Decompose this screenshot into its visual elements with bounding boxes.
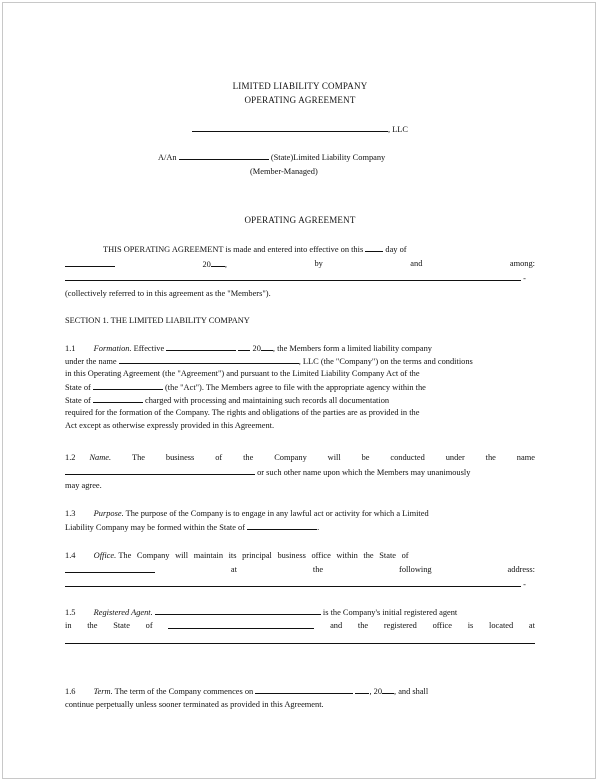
s11-text4b: (the "Act"). The Members agree to file with the appropriate agency within the bbox=[165, 383, 426, 392]
year-blank[interactable] bbox=[211, 258, 225, 267]
s16-line2: continue perpetually unless sooner terminated as provided in this Agreement. bbox=[65, 700, 324, 709]
members-names-blank[interactable] bbox=[65, 272, 521, 281]
s16-date-blank[interactable] bbox=[255, 685, 353, 694]
s11-line3: in this Operating Agreement (the "Agreement") and pursuant to the Limited Liability Company Act of the bbox=[65, 369, 420, 378]
s12-word: will bbox=[327, 453, 341, 462]
s11-year-blank[interactable] bbox=[261, 342, 273, 351]
s13-text2: Liability Company may be formed within the State of bbox=[65, 523, 246, 532]
s14-address-blank[interactable] bbox=[65, 578, 521, 587]
s11-company-name-blank[interactable] bbox=[119, 355, 299, 364]
s15-word: State bbox=[113, 621, 130, 630]
intro-line2: 20 , by and among: bbox=[65, 258, 535, 271]
s11-day-blank[interactable] bbox=[238, 342, 250, 351]
s11-state-blank[interactable] bbox=[93, 381, 163, 390]
s12-word: Company bbox=[274, 453, 307, 462]
s11-text1: , the Members form a limited liability company bbox=[272, 344, 432, 353]
s11-line5 bbox=[65, 394, 535, 407]
s11-date-blank[interactable] bbox=[166, 342, 236, 351]
day-blank[interactable] bbox=[365, 243, 383, 252]
s11-line1 bbox=[65, 342, 535, 355]
s14-the: the bbox=[312, 565, 324, 574]
s15-word: the bbox=[87, 621, 98, 630]
s12-text2: or such other name upon which the Members may unanimously bbox=[257, 468, 471, 477]
members-names-line: - bbox=[65, 272, 535, 285]
among-label: among: bbox=[509, 259, 535, 268]
s16-day-blank[interactable] bbox=[355, 685, 369, 694]
s14-text1: The Company will maintain its principal business office within the State of bbox=[118, 551, 409, 560]
s15-word: is bbox=[467, 621, 474, 630]
s12-word: the bbox=[485, 453, 496, 462]
s15-title: Registered Agent. bbox=[93, 608, 153, 617]
s15-office-blank[interactable] bbox=[65, 635, 535, 644]
s11-effective: Effective bbox=[133, 344, 165, 353]
s12-line2 bbox=[65, 466, 535, 479]
s15-word: and bbox=[330, 621, 343, 630]
s15-text1: is the Company's initial registered agent bbox=[322, 608, 458, 617]
s11-state2-blank[interactable] bbox=[93, 394, 143, 403]
s15-word: of bbox=[145, 621, 153, 630]
s11-num: 1.1 bbox=[65, 344, 76, 353]
s14-title: Office. bbox=[93, 551, 117, 560]
s16-title: Term. bbox=[93, 687, 113, 696]
s16-year-blank[interactable] bbox=[382, 685, 394, 694]
intro-line1 bbox=[103, 243, 535, 256]
s14-address: address: bbox=[507, 565, 535, 574]
s12-word: The bbox=[132, 453, 146, 462]
s15-word: in bbox=[65, 621, 72, 630]
s15-agent-blank[interactable] bbox=[155, 606, 321, 615]
llc-name-blank[interactable] bbox=[192, 123, 388, 132]
s14-line1 bbox=[65, 550, 535, 562]
s11-text2a: under the name bbox=[65, 357, 117, 366]
and-label: and bbox=[410, 259, 423, 268]
member-managed-line: (Member-Managed) bbox=[250, 167, 318, 176]
s12-name-blank[interactable] bbox=[65, 466, 255, 475]
s12-word: the bbox=[243, 453, 254, 462]
s16-line1: 1.6 Term. The term of the Company commences on , 20 , and shall bbox=[65, 687, 429, 696]
s13-line2 bbox=[65, 521, 535, 534]
by-label: by bbox=[314, 259, 323, 268]
doc-title-line2: OPERATING AGREEMENT bbox=[244, 95, 356, 105]
s12-word: of bbox=[215, 453, 223, 462]
s12-word: name bbox=[516, 453, 535, 462]
s14-at: at bbox=[230, 565, 237, 574]
s12-line1 bbox=[65, 452, 535, 464]
s13-num: 1.3 bbox=[65, 509, 76, 518]
s11-year-prefix: 20 bbox=[252, 344, 261, 353]
state-blank[interactable] bbox=[179, 151, 269, 160]
s13-title: Purpose. bbox=[93, 509, 124, 518]
s15-word: located bbox=[489, 621, 514, 630]
s12-title: Name. bbox=[89, 453, 112, 462]
s15-state-blank[interactable] bbox=[168, 620, 314, 629]
state-llc-label: (State)Limited Liability Company bbox=[270, 153, 386, 162]
llc-suffix: , LLC bbox=[388, 125, 409, 134]
month-blank[interactable] bbox=[65, 258, 115, 267]
s11-text4a: State of bbox=[65, 383, 91, 392]
s11-text5b: charged with processing and maintaining such records all documentation bbox=[145, 396, 390, 405]
s16-text1: The term of the Company commences on bbox=[114, 687, 254, 696]
s13-line1 bbox=[65, 508, 535, 520]
a-an-label: A/An bbox=[158, 153, 177, 162]
s16-year-prefix: 20 bbox=[373, 687, 382, 696]
year-prefix: 20 bbox=[202, 260, 211, 269]
s11-line2 bbox=[65, 355, 535, 368]
s11-line4 bbox=[65, 381, 535, 394]
s14-num: 1.4 bbox=[65, 551, 76, 560]
s14-line2 bbox=[65, 564, 535, 576]
s11-line6: required for the formation of the Company. The rights and obligations of the parties are as provided in the bbox=[65, 408, 420, 417]
s12-word: be bbox=[361, 453, 370, 462]
s15-word: office bbox=[432, 621, 452, 630]
s15-word: the bbox=[357, 621, 369, 630]
s11-title: Formation. bbox=[93, 344, 132, 353]
s11-line7: Act except as otherwise expressly provided in this Agreement. bbox=[65, 421, 275, 430]
llc-name-line bbox=[192, 123, 452, 136]
doc-title-line1: LIMITED LIABILITY COMPANY bbox=[232, 81, 368, 91]
s15-line1 bbox=[65, 606, 535, 619]
s11-text2b: , LLC (the "Company") on the terms and conditions bbox=[298, 357, 473, 366]
s12-line3: may agree. bbox=[65, 481, 102, 490]
agreement-title: OPERATING AGREEMENT bbox=[244, 215, 356, 225]
s12-word: under bbox=[445, 453, 465, 462]
s15-word: registered bbox=[383, 621, 417, 630]
s13-end: . bbox=[317, 523, 320, 532]
s11-text5a: State of bbox=[65, 396, 91, 405]
s13-text1: The purpose of the Company is to engage in any lawful act or activity for which a Limited bbox=[125, 509, 429, 518]
s13-state-blank[interactable] bbox=[247, 521, 320, 532]
s12-word: conducted bbox=[390, 453, 425, 462]
s15-line2 bbox=[65, 620, 535, 632]
s15-num: 1.5 bbox=[65, 608, 76, 617]
s12-word: business bbox=[165, 453, 195, 462]
collective-line: (collectively referred to in this agreement as the "Members"). bbox=[65, 289, 271, 298]
s16-num: 1.6 bbox=[65, 687, 76, 696]
section-1-heading: SECTION 1. THE LIMITED LIABILITY COMPANY bbox=[65, 316, 250, 325]
s15-line3 bbox=[65, 635, 535, 648]
s14-following: following bbox=[399, 565, 432, 574]
s15-word: at bbox=[528, 621, 535, 630]
day-of-label: day of bbox=[385, 245, 407, 254]
s14-line3: - bbox=[65, 578, 535, 591]
s14-state-blank[interactable] bbox=[65, 564, 155, 573]
intro-text: THIS OPERATING AGREEMENT is made and entered into effective on this bbox=[103, 245, 364, 254]
s16-text1b: , and shall bbox=[394, 687, 429, 696]
s12-num: 1.2 bbox=[65, 453, 76, 462]
state-llc-line bbox=[158, 151, 478, 164]
